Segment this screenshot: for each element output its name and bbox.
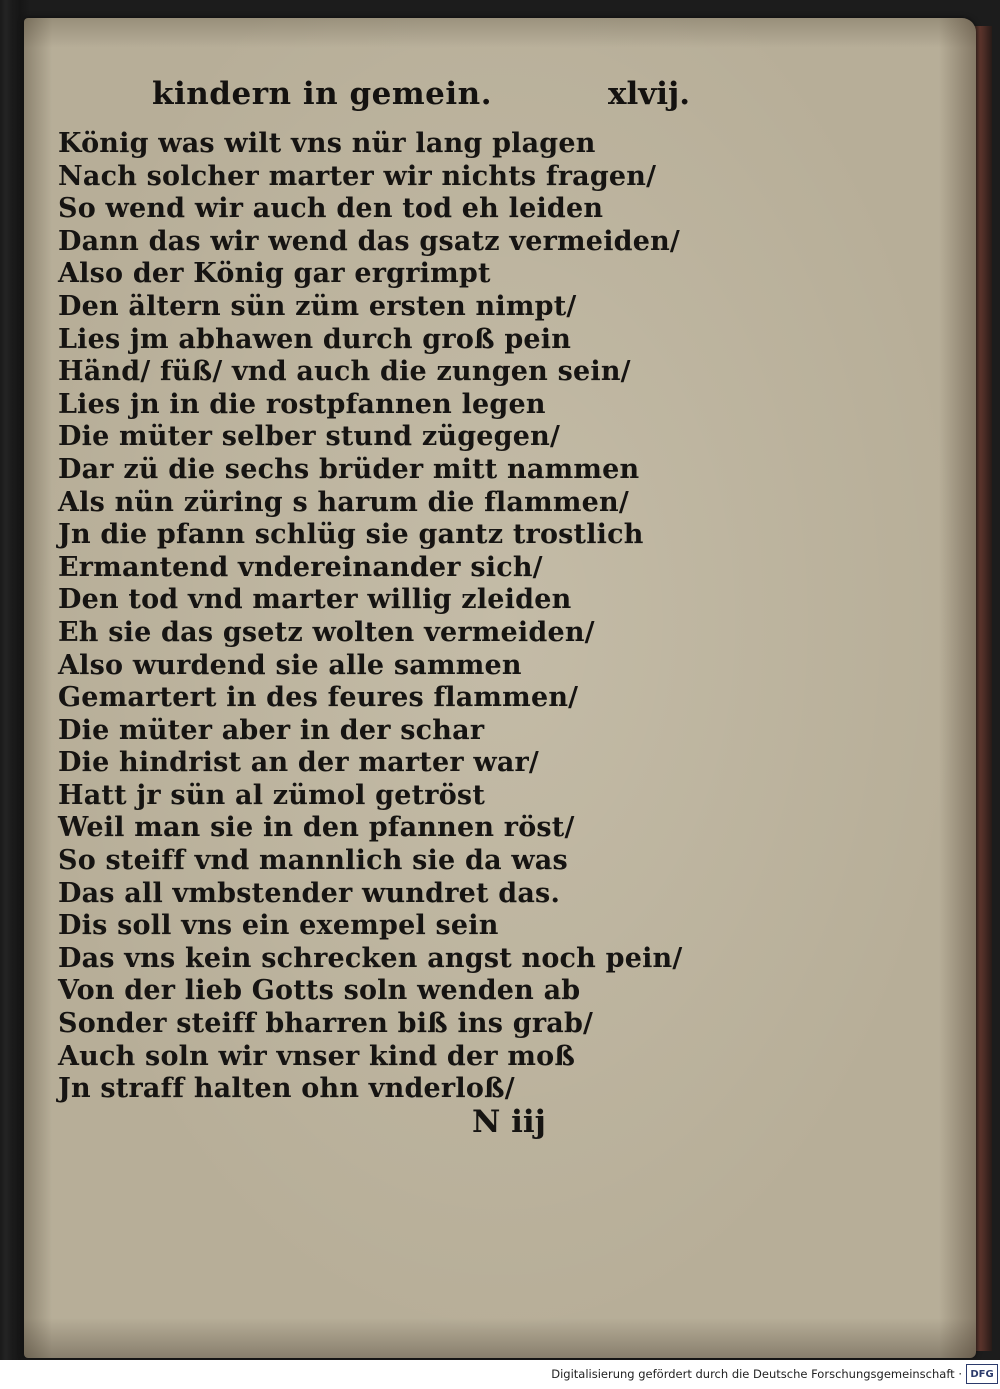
page-header: [152, 76, 712, 124]
verse-line: Die hindrist an der marter war/: [58, 747, 539, 779]
verse-line: Den tod vnd marter willig zleiden: [58, 584, 572, 616]
verse-line: Das all vmbstender wundret das.: [58, 877, 561, 909]
verse-line: Händ/ füß/ vnd auch die zungen sein/: [58, 356, 631, 388]
verse-line: Lies jn in die rostpfannen legen: [58, 388, 546, 420]
verse-line: Jn straff halten ohn vnderloß/: [58, 1073, 515, 1105]
running-title: kindern in gemein.: [152, 76, 492, 112]
verse-line: Also wurdend sie alle sammen: [58, 649, 522, 681]
folio-number: xlvij.: [608, 76, 691, 112]
funding-credit: Digitalisierung gefördert durch die Deutsche Forschungsgemeinschaft ·: [551, 1367, 962, 1381]
verse-line: Dann das wir wend das gsatz vermeiden/: [58, 225, 680, 257]
verse-line: Von der lieb Gotts soln wenden ab: [58, 975, 581, 1007]
verse-line: Lies jm abhawen durch groß pein: [58, 323, 572, 355]
verse-line: So steiff vnd mannlich sie da was: [58, 845, 568, 877]
verse-line: Den ältern sün züm ersten nimpt/: [58, 290, 577, 322]
verse-line: Sonder steiff bharren biß ins grab/: [58, 1008, 594, 1040]
dfg-logo: DFG: [966, 1364, 998, 1384]
verse-line: Dis soll vns ein exempel sein: [58, 910, 499, 942]
verse-line: So wend wir auch den tod eh leiden: [58, 193, 604, 225]
verse-line: Ermantend vndereinander sich/: [58, 551, 543, 583]
signature-mark: N iij: [472, 1104, 546, 1140]
verse-line: König was wilt vns nür lang plagen: [58, 128, 596, 159]
verse-line: Jn die pfann schlüg sie gantz trostlich: [58, 519, 644, 551]
verse-line: Gemartert in des feures flammen/: [58, 682, 579, 714]
verse-line: Eh sie das gsetz wolten vermeiden/: [58, 616, 595, 648]
digitization-footer: [0, 1360, 1000, 1389]
verse-line: Weil man sie in den pfannen röst/: [58, 812, 575, 844]
verse-line: Die müter aber in der schar: [58, 714, 485, 746]
verse-line: Auch soln wir vnser kind der moß: [58, 1040, 576, 1072]
verse-line: Also der König gar ergrimpt: [58, 258, 491, 290]
verse-line: Dar zü die sechs brüder mitt nammen: [58, 453, 640, 485]
verse-line: Als nün züring s harum die flammen/: [58, 486, 629, 518]
verse-list: [58, 128, 683, 1106]
verse-line: Hatt jr sün al zümol getröst: [58, 779, 485, 811]
verse-line: Die müter selber stund zügegen/: [58, 421, 561, 453]
verse-line: Nach solcher marter wir nichts fragen/: [58, 160, 657, 192]
verse-line: Das vns kein schrecken angst noch pein/: [58, 942, 683, 974]
book-page: [24, 18, 976, 1358]
